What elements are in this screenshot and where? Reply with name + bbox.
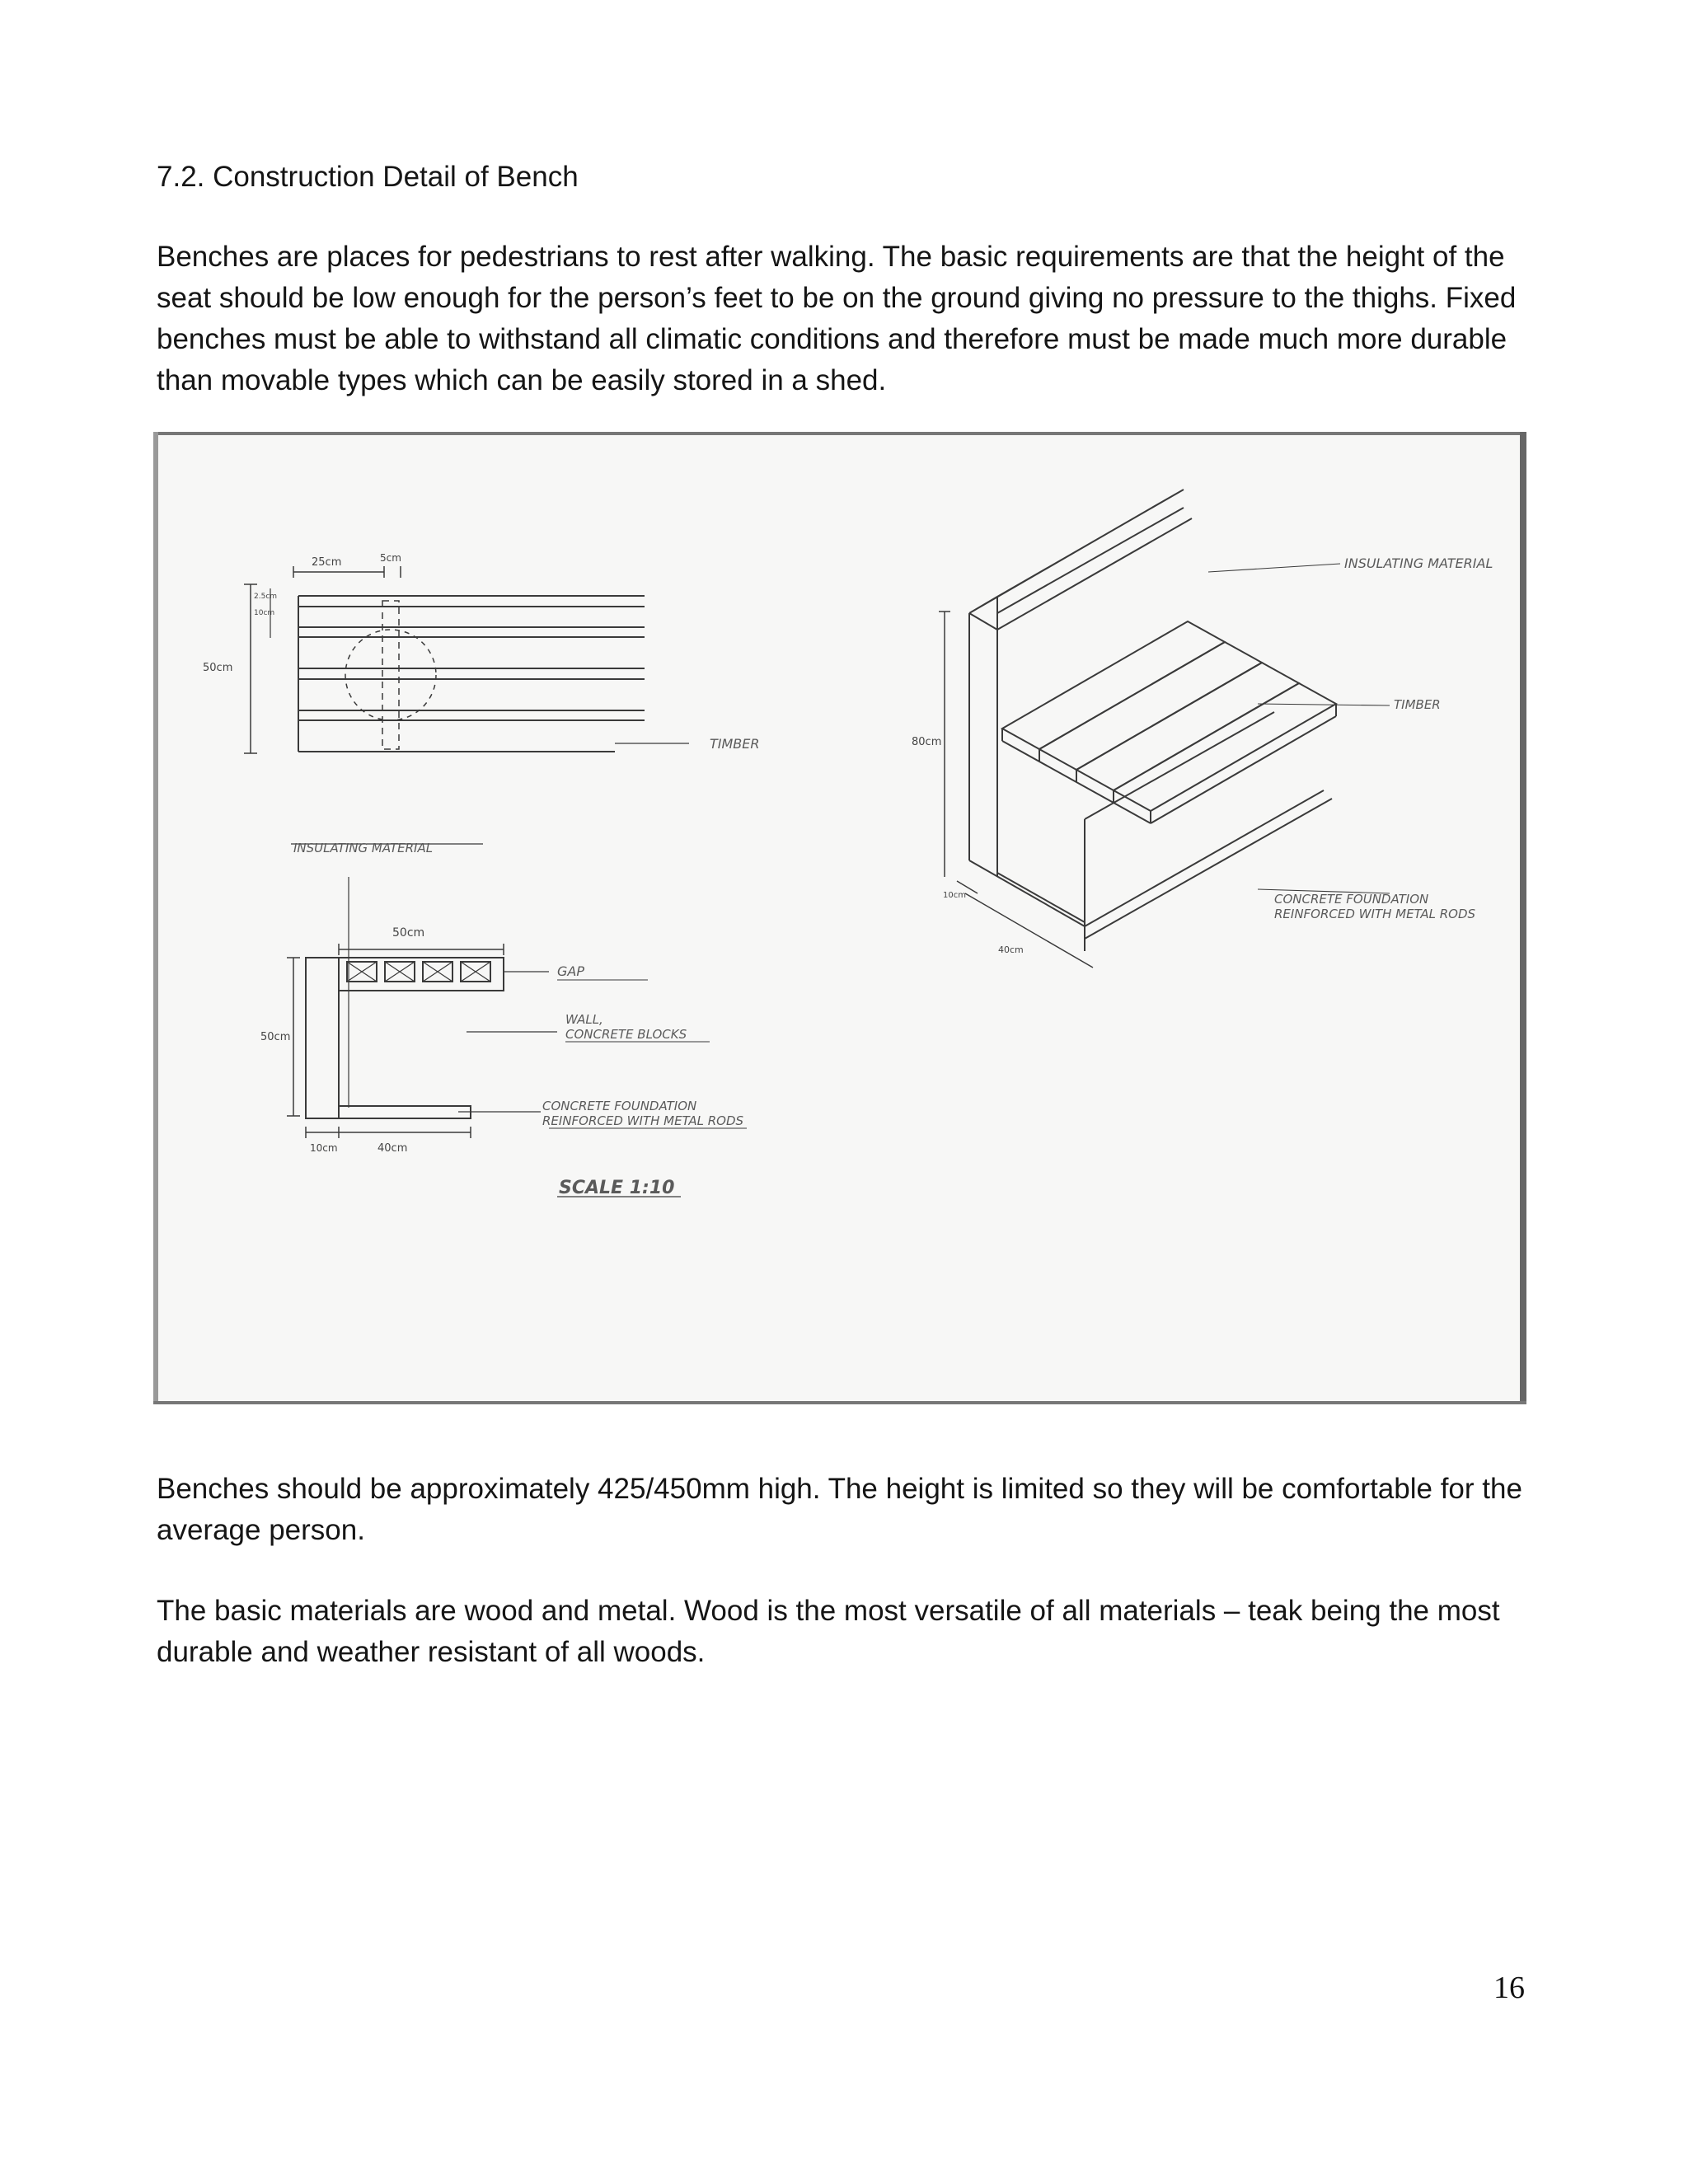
plan-dim-2-5cm: 2.5cm [254, 593, 278, 601]
page-number: 16 [1493, 1971, 1525, 2005]
plan-dim-5cm: 5cm [380, 552, 401, 564]
section-scale: SCALE 1:10 [559, 1178, 675, 1198]
plan-dim-25cm: 25cm [312, 556, 342, 569]
section-label-wall-2: CONCRETE BLOCKS [565, 1027, 687, 1042]
iso-label-foundation-2: REINFORCED WITH METAL RODS [1274, 907, 1476, 921]
section-label-wall-1: WALL, [565, 1012, 603, 1027]
section-dim-50cm-side: 50cm [260, 1031, 291, 1043]
section-dim-10cm: 10cm [310, 1142, 338, 1154]
plan-dim-50cm: 50cm [203, 662, 233, 674]
bench-construction-drawing [153, 432, 1526, 1404]
iso-label-insulating: INSULATING MATERIAL [1344, 555, 1493, 571]
height-paragraph: Benches should be approximately 425/450mm high. The height is limited so they will be comfortable for the average person. [157, 1473, 1522, 1546]
plan-label-timber: TIMBER [710, 736, 760, 752]
section-dim-40cm: 40cm [377, 1142, 408, 1155]
materials-paragraph: The basic materials are wood and metal. Wood is the most versatile of all materials – teak being the most durable and weather resistant of all woods. [157, 1595, 1500, 1668]
iso-label-foundation-1: CONCRETE FOUNDATION [1274, 892, 1429, 907]
section-label-gap: GAP [557, 963, 584, 979]
iso-dim-40cm: 40cm [998, 944, 1024, 955]
section-heading: 7.2. Construction Detail of Bench [157, 161, 579, 193]
plan-dim-10cm: 10cm [254, 609, 275, 617]
section-label-foundation-1: CONCRETE FOUNDATION [542, 1099, 697, 1113]
section-label-insulating: INSULATING MATERIAL [293, 841, 434, 855]
section-label-foundation-2: REINFORCED WITH METAL RODS [542, 1113, 744, 1128]
iso-dim-80cm: 80cm [912, 736, 942, 748]
section-dim-50cm-top: 50cm [392, 926, 425, 940]
intro-paragraph: Benches are places for pedestrians to rest after walking. The basic requirements are that the height of the seat should be low enough for the person’s feet to be on the ground giving no pressure to the thighs. Fixed benches must be able to withstand all climatic conditions and therefore must be made much more durable than movable types which can be easily stored in a shed. [157, 241, 1517, 396]
iso-label-timber: TIMBER [1394, 697, 1441, 712]
iso-dim-10cm: 10cm [943, 891, 966, 900]
